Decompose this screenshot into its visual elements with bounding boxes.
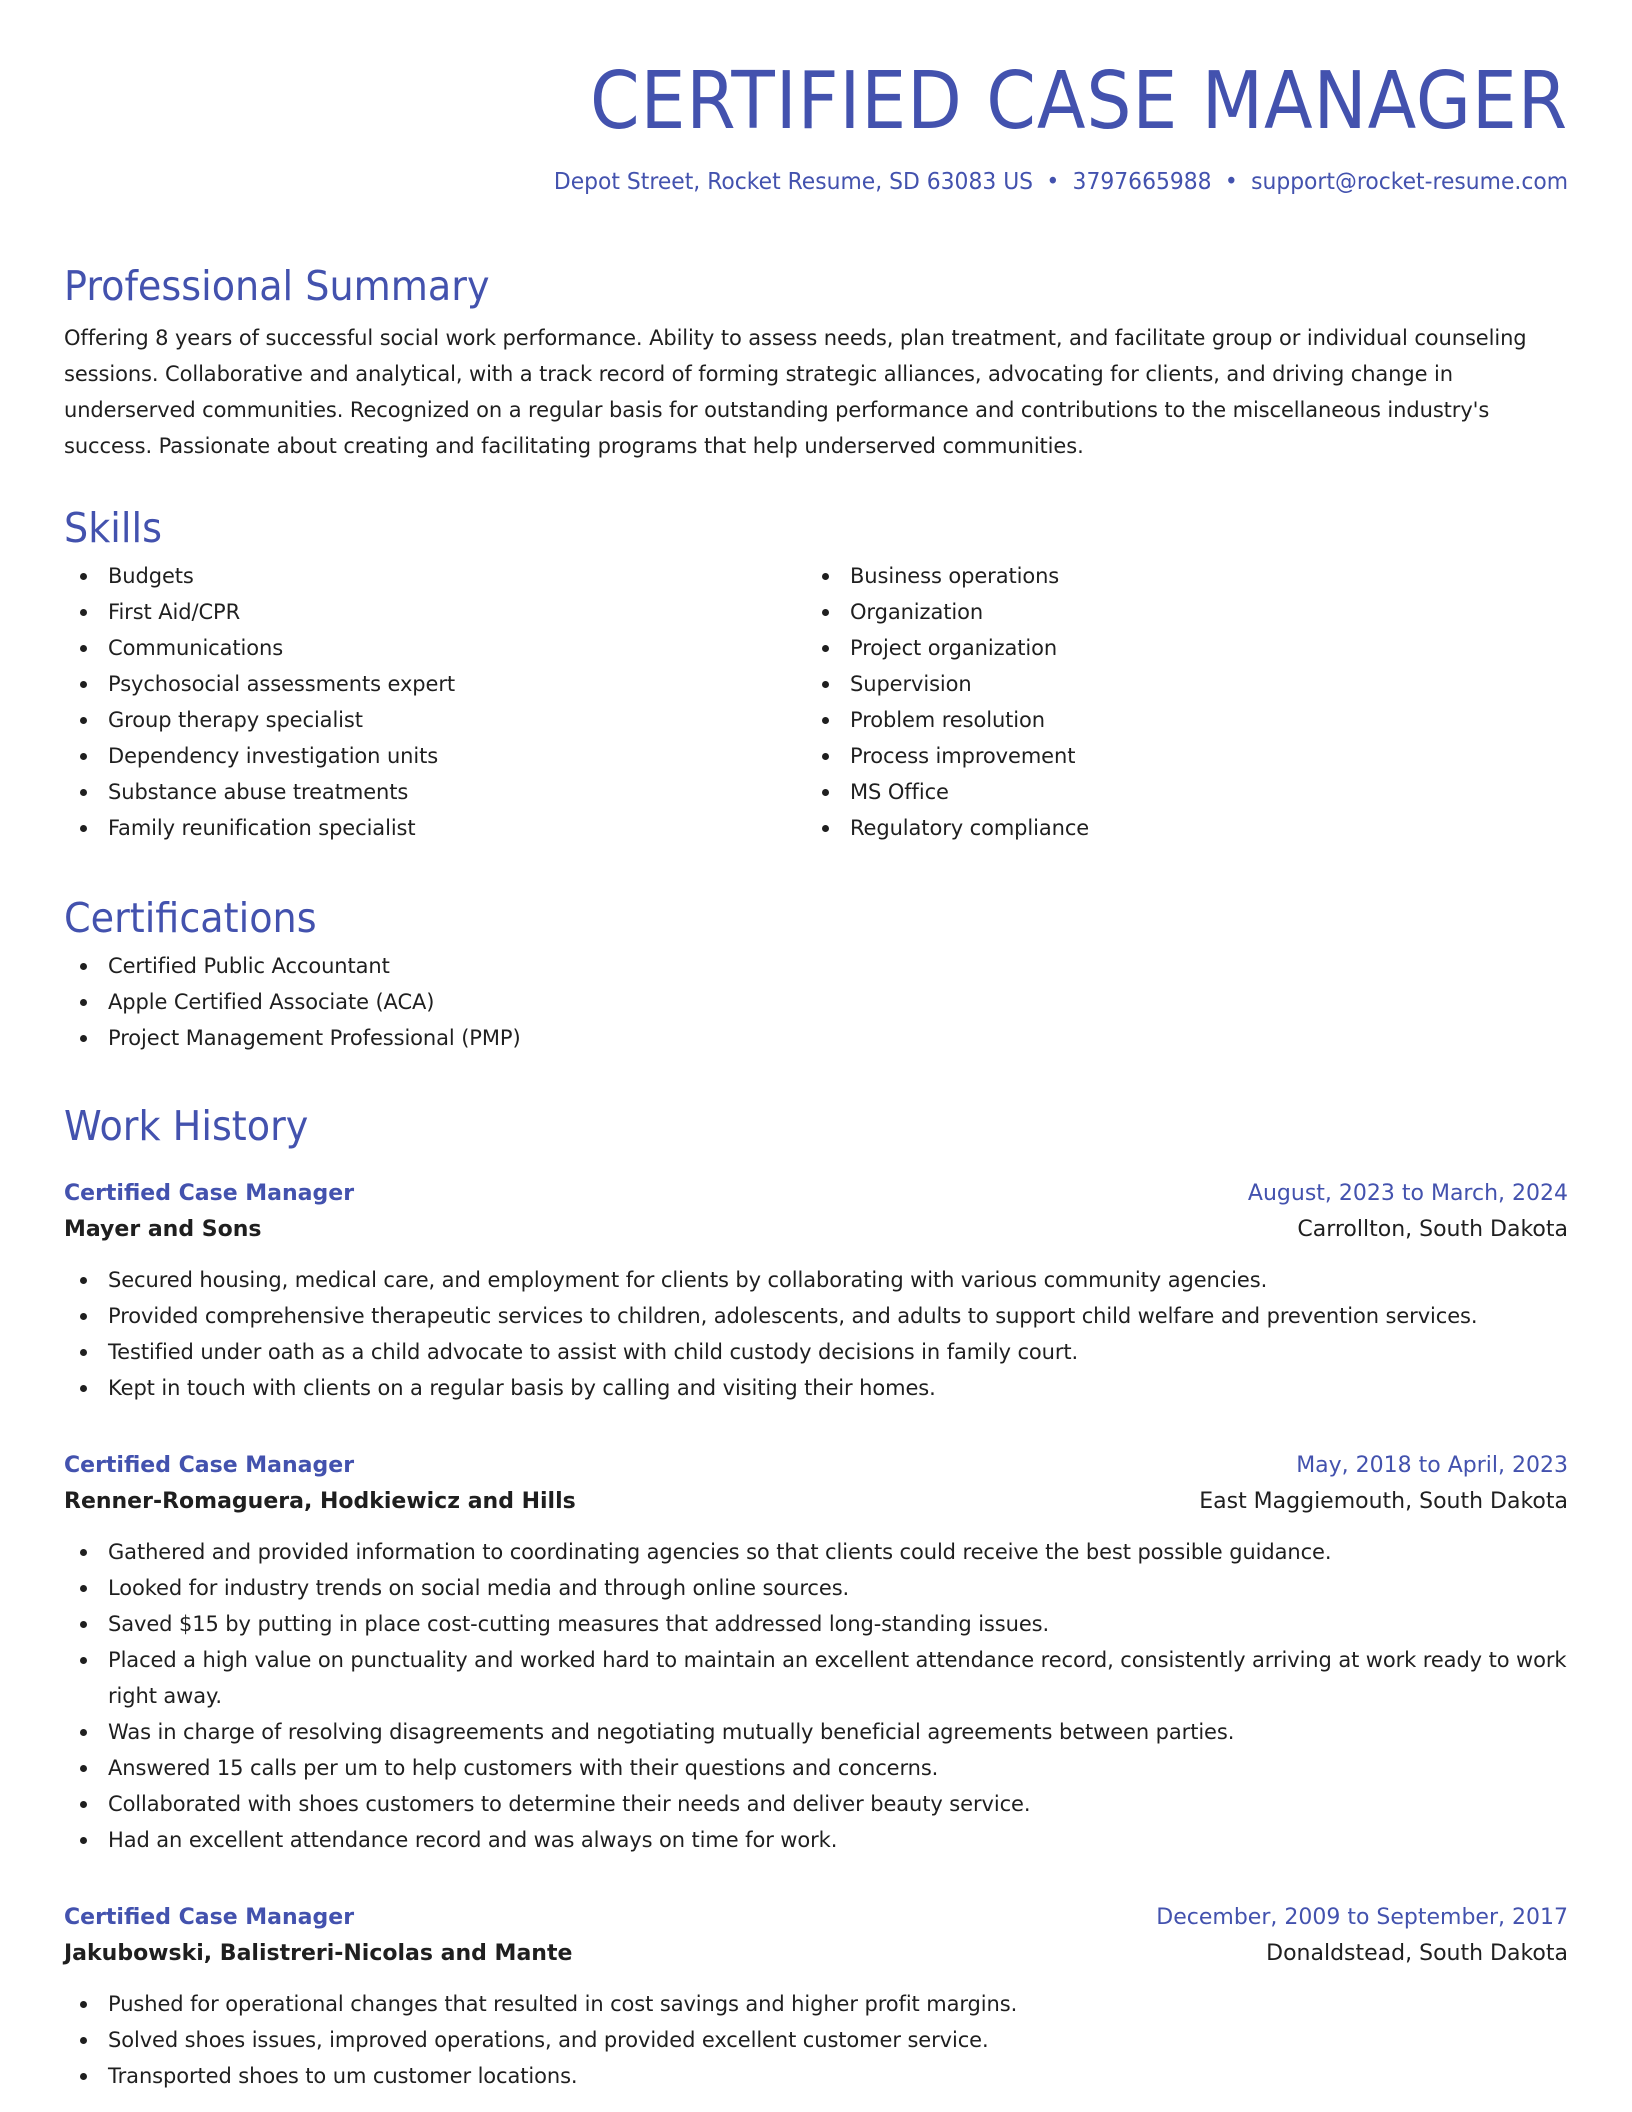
job-entry <box>64 1176 1568 1406</box>
candidate-name: CERTIFIED CASE MANAGER <box>589 55 1568 147</box>
contact-separator: • <box>1046 169 1060 195</box>
job-company: Mayer and Sons <box>64 1217 262 1242</box>
skills-list-right <box>806 558 1548 846</box>
job-subheader <box>64 1936 1568 1972</box>
job-header <box>64 1176 1568 1212</box>
job-title: Certified Case Manager <box>64 1181 355 1206</box>
section-heading-work-history: Work History <box>64 1102 309 1150</box>
job-title: Certified Case Manager <box>64 1453 355 1478</box>
skill-item: Project organization <box>806 630 1548 666</box>
contact-phone[interactable]: 3797665988 <box>1072 169 1212 195</box>
job-location: East Maggiemouth, South Dakota <box>1199 1489 1568 1514</box>
job-bullets <box>64 1262 1568 1406</box>
job-subheader <box>64 1484 1568 1520</box>
certifications-section <box>64 894 1568 1056</box>
skill-item: Regulatory compliance <box>806 810 1548 846</box>
job-entry <box>64 1900 1568 2094</box>
job-bullet: Collaborated with shoes customers to determine their needs and deliver beauty service. <box>64 1786 1568 1822</box>
contact-email[interactable]: support@rocket-resume.com <box>1251 169 1568 195</box>
job-location: Carrollton, South Dakota <box>1297 1217 1568 1242</box>
skill-item: MS Office <box>806 774 1548 810</box>
skill-item: Family reunification specialist <box>64 810 806 846</box>
certification-item: Project Management Professional (PMP) <box>64 1020 1568 1056</box>
job-company: Renner-Romaguera, Hodkiewicz and Hills <box>64 1489 576 1514</box>
skills-list-left <box>64 558 806 846</box>
job-entry <box>64 1448 1568 1858</box>
contact-separator: • <box>1224 169 1238 195</box>
section-heading-skills: Skills <box>64 504 162 552</box>
job-bullet: Answered 15 calls per um to help customers with their questions and concerns. <box>64 1750 1568 1786</box>
skill-item: Supervision <box>806 666 1548 702</box>
skill-item: First Aid/CPR <box>64 594 806 630</box>
skill-item: Group therapy specialist <box>64 702 806 738</box>
skill-item: Communications <box>64 630 806 666</box>
job-bullet: Transported shoes to um customer locations. <box>64 2058 1568 2094</box>
skill-item: Business operations <box>806 558 1548 594</box>
job-bullet: Saved $15 by putting in place cost-cutting measures that addressed long-standing issues. <box>64 1606 1568 1642</box>
section-heading-summary: Professional Summary <box>64 262 490 310</box>
job-bullet: Provided comprehensive therapeutic services to children, adolescents, and adults to support child welfare and prevention services. <box>64 1298 1568 1334</box>
job-dates: May, 2018 to April, 2023 <box>1296 1453 1568 1478</box>
job-bullet: Was in charge of resolving disagreements and negotiating mutually beneficial agreements between parties. <box>64 1714 1568 1750</box>
skill-item: Problem resolution <box>806 702 1548 738</box>
job-company: Jakubowski, Balistreri-Nicolas and Mante <box>64 1941 573 1966</box>
contact-line <box>139 169 1568 195</box>
skill-item: Budgets <box>64 558 806 594</box>
skill-item: Dependency investigation units <box>64 738 806 774</box>
job-bullets <box>64 1534 1568 1858</box>
job-bullet: Solved shoes issues, improved operations, and provided excellent customer service. <box>64 2022 1568 2058</box>
certification-item: Apple Certified Associate (ACA) <box>64 984 1568 1020</box>
job-location: Donaldstead, South Dakota <box>1266 1941 1568 1966</box>
job-dates: December, 2009 to September, 2017 <box>1156 1905 1568 1930</box>
job-bullet: Testified under oath as a child advocate to assist with child custody decisions in family court. <box>64 1334 1568 1370</box>
job-bullet: Had an excellent attendance record and was always on time for work. <box>64 1822 1568 1858</box>
job-bullet: Looked for industry trends on social media and through online sources. <box>64 1570 1568 1606</box>
certifications-list <box>64 948 1568 1056</box>
section-heading-certifications: Certifications <box>64 894 317 942</box>
summary-section <box>64 262 1568 464</box>
skill-item: Substance abuse treatments <box>64 774 806 810</box>
job-bullet: Kept in touch with clients on a regular basis by calling and visiting their homes. <box>64 1370 1568 1406</box>
skill-item: Organization <box>806 594 1548 630</box>
resume-header <box>64 0 1568 195</box>
summary-text: Offering 8 years of successful social work performance. Ability to assess needs, plan treatment, and facilitate group or individual counseling sessions. Collaborative and analytical, with a track record of forming strategic alliances, advocating for clients, and driving change in underserved communities. Recognized on a regular basis for outstanding performance and contributions to the miscellaneous industry's success. Passionate about creating and facilitating programs that help underserved communities. <box>64 326 1527 458</box>
job-bullet: Gathered and provided information to coordinating agencies so that clients could receive the best possible guidance. <box>64 1534 1568 1570</box>
job-header <box>64 1448 1568 1484</box>
certification-item: Certified Public Accountant <box>64 948 1568 984</box>
job-bullet: Placed a high value on punctuality and worked hard to maintain an excellent attendance record, consistently arriving at work ready to work right away. <box>64 1642 1568 1714</box>
skill-item: Psychosocial assessments expert <box>64 666 806 702</box>
job-title: Certified Case Manager <box>64 1905 355 1930</box>
skills-section <box>64 504 1568 846</box>
skills-columns <box>64 558 1568 846</box>
job-dates: August, 2023 to March, 2024 <box>1247 1181 1568 1206</box>
work-history-section <box>64 1102 1568 1150</box>
skill-item: Process improvement <box>806 738 1548 774</box>
job-header <box>64 1900 1568 1936</box>
job-bullets <box>64 1986 1568 2094</box>
contact-address: Depot Street, Rocket Resume, SD 63083 US <box>553 169 1034 195</box>
job-subheader <box>64 1212 1568 1248</box>
job-bullet: Secured housing, medical care, and employment for clients by collaborating with various community agencies. <box>64 1262 1568 1298</box>
job-bullet: Pushed for operational changes that resulted in cost savings and higher profit margins. <box>64 1986 1568 2022</box>
